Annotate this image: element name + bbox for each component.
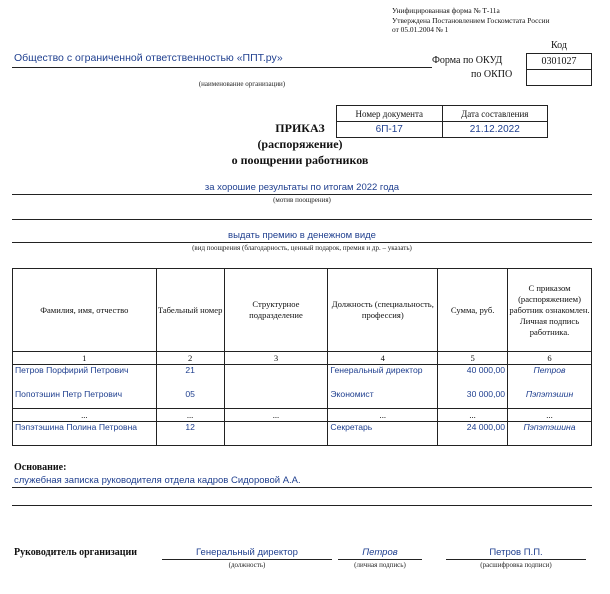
cell-dept — [224, 422, 328, 446]
signature-line — [338, 559, 422, 560]
reward-caption: (вид поощрения (благодарность, ценный подарок, премия и др. – указать) — [192, 244, 412, 252]
ellipsis: ... — [156, 409, 224, 422]
cell-tab: 05 — [156, 389, 224, 409]
basis-line — [12, 487, 592, 488]
organization-caption: (наименование организации) — [198, 80, 286, 88]
document-number: 6П-17 — [337, 122, 443, 138]
okud-value: 0301027 — [527, 54, 592, 70]
motive-caption: (мотив поощрения) — [273, 196, 331, 204]
signature-caption: (личная подпись) — [354, 561, 406, 569]
column-header: Сумма, руб. — [438, 269, 508, 352]
column-number: 4 — [328, 352, 438, 365]
title-line-3: о поощрении работников — [231, 153, 369, 167]
basis-line-2 — [12, 505, 592, 506]
cell-name: Пэпэтэшина Полина Петровна — [13, 422, 157, 446]
table-row — [13, 422, 592, 446]
ellipsis: ... — [13, 409, 157, 422]
decoding-line — [446, 559, 586, 560]
basis-text: служебная записка руководителя отдела кадров Сидоровой А.А. — [14, 475, 301, 486]
column-number: 3 — [224, 352, 328, 365]
title-line-2: (распоряжение) — [257, 137, 343, 151]
column-header: Фамилия, имя, отчество — [13, 269, 157, 352]
cell-position: Экономист — [328, 389, 438, 409]
okud-label: Форма по ОКУД — [432, 55, 503, 66]
cell-signature: Пэпэтэшин — [508, 389, 592, 409]
cell-sum: 40 000,00 — [438, 365, 508, 389]
column-header: Табельный номер — [156, 269, 224, 352]
director-position: Генеральный директор — [196, 547, 298, 558]
column-header: С приказом (распоряжением) работник ознакомлен. Личная подпись работника. — [508, 269, 592, 352]
column-number: 2 — [156, 352, 224, 365]
table-header-row — [13, 269, 592, 352]
column-number: 5 — [438, 352, 508, 365]
form-header-note — [392, 6, 550, 35]
position-caption: (должность) — [228, 561, 266, 569]
table-row — [13, 389, 592, 409]
form-header-line: от 05.01.2004 № 1 — [392, 25, 449, 35]
motive-text: за хорошие результаты по итогам 2022 года — [204, 182, 400, 193]
document-date: 21.12.2022 — [442, 122, 548, 138]
page-title — [190, 120, 410, 168]
ellipsis: ... — [438, 409, 508, 422]
cell-name: Петров Порфирий Петрович — [13, 365, 157, 389]
column-numbers-row — [13, 352, 592, 365]
codes-header: Код — [551, 40, 567, 51]
table-ellipsis-row — [13, 409, 592, 422]
table-row — [13, 365, 592, 389]
cell-position: Генеральный директор — [328, 365, 438, 389]
blank-line — [12, 219, 592, 220]
director-decoding: Петров П.П. — [489, 547, 543, 558]
reward-text: выдать премию в денежном виде — [228, 230, 376, 241]
okpo-value — [527, 70, 592, 86]
column-header: Должность (специальность, профессия) — [328, 269, 438, 352]
employees-table — [12, 268, 592, 446]
cell-dept — [224, 365, 328, 389]
column-number: 1 — [13, 352, 157, 365]
codes-table — [526, 38, 592, 86]
cell-name: Попотэшин Петр Петрович — [13, 389, 157, 409]
basis-label: Основание: — [14, 462, 67, 473]
cell-tab: 12 — [156, 422, 224, 446]
ellipsis: ... — [328, 409, 438, 422]
document-date-label: Дата составления — [442, 106, 548, 122]
form-header-line: Утверждена Постановлением Госкомстата России — [392, 15, 550, 25]
director-label: Руководитель организации — [14, 547, 138, 558]
director-signature: Петров — [362, 547, 398, 558]
column-number: 6 — [508, 352, 592, 365]
organization-line — [12, 67, 432, 68]
okpo-label: по ОКПО — [471, 69, 513, 80]
cell-signature: Петров — [508, 365, 592, 389]
ellipsis: ... — [224, 409, 328, 422]
cell-tab: 21 — [156, 365, 224, 389]
column-header: Структурное подразделение — [224, 269, 328, 352]
reward-line — [12, 242, 592, 243]
organization-name: Общество с ограниченной ответственностью «ППТ.ру» — [14, 52, 283, 64]
cell-sum: 24 000,00 — [438, 422, 508, 446]
cell-dept — [224, 389, 328, 409]
document-number-label: Номер документа — [337, 106, 443, 122]
form-header-line: Унифицированная форма № Т-11а — [392, 6, 500, 15]
ellipsis: ... — [508, 409, 592, 422]
motive-line — [12, 194, 592, 195]
decoding-caption: (расшифровка подписи) — [480, 561, 552, 569]
cell-sum: 30 000,00 — [438, 389, 508, 409]
cell-position: Секретарь — [328, 422, 438, 446]
position-line — [162, 559, 332, 560]
title-line-1: ПРИКАЗ — [275, 121, 325, 135]
cell-signature: Пэпэтэшина — [508, 422, 592, 446]
